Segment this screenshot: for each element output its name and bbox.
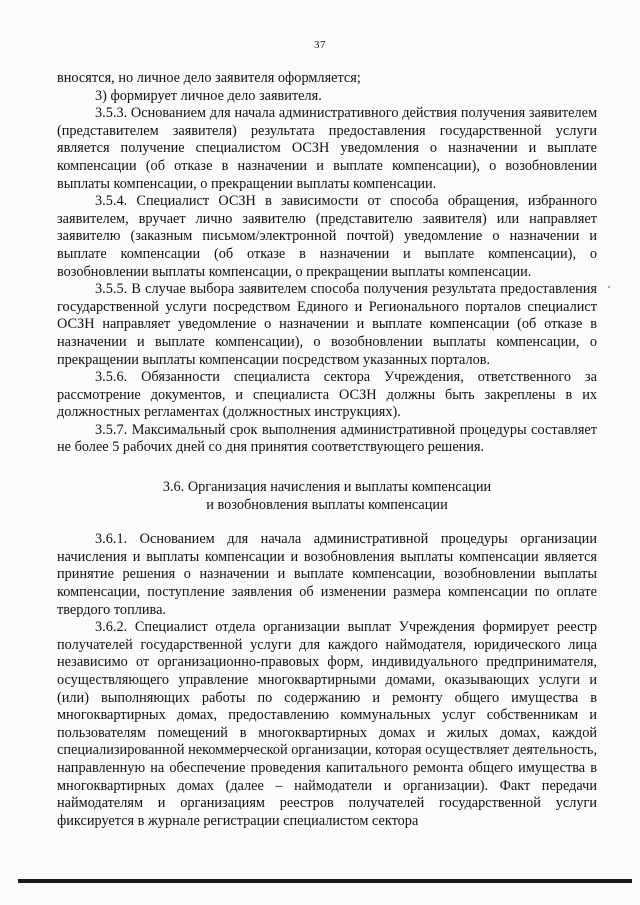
paragraph-3-5-4: 3.5.4. Специалист ОСЗН в зависимости от способа обращения, избранного заявителем, вручает лично заявителю (представителю заявителя) или направляет заявителю (заказным письмом/электронной почтой) уведомление о назначении и выплате компенсации (об отказе в назначении и выплате компенсации), о возобновлении выплаты компенсации, о прекращении выплаты компенсации. [57, 193, 597, 280]
paragraph-continuation: вносятся, но личное дело заявителя оформляется; [57, 70, 361, 86]
paragraph-3-5-6: 3.5.6. Обязанности специалиста сектора Учреждения, ответственного за рассмотрение документов, и специалиста ОСЗН должны быть закреплены в их должностных регламентах (должностных инструкциях). [57, 369, 597, 421]
scan-speck [608, 286, 610, 288]
document-body [57, 70, 597, 830]
paragraph-3-5-3: 3.5.3. Основанием для начала административного действия получения заявителем (представителем заявителя) результата предоставления государственной услуги является получение специалистом ОСЗН уведомления о назначении и выплате компенсации (об отказе в назначении и выплате компенсации), о возобновлении выплаты компенсации, о прекращении выплаты компенсации. [57, 105, 597, 192]
paragraph-3-6-2: 3.6.2. Специалист отдела организации выплат Учреждения формирует реестр получателей государственной услуги для каждого наймодателя, юридического лица независимо от организационно-правовых форм, индивидуального предпринимателя, осуществляющего управление многоквартирными домами, оказывающих услуги и (или) выполняющих работы по содержанию и ремонту общего имущества в многоквартирных домах, предоставлению коммунальных услуг собственникам и пользователям помещений в многоквартирных домах и жилых домах, каждой специализированной некоммерческой организации, которая осуществляет деятельность, направленную на обеспечение проведения капитального ремонта общего имущества в многоквартирных домах (далее – наймодатели и организации). Факт передачи наймодателям и организациям реестров получателей государственной услуги фиксируется в журнале регистрации специалистом сектора [57, 619, 598, 829]
paragraph-3-5-7: 3.5.7. Максимальный срок выполнения административной процедуры составляет не более 5 рабочих дней со дня принятия соответствующего решения. [57, 421, 597, 456]
scan-bottom-edge [18, 879, 632, 883]
section-heading-line-1: 3.6. Организация начисления и выплаты компенсации [162, 479, 492, 496]
paragraph-list-item-3: 3) формирует личное дело заявителя. [95, 87, 322, 104]
section-heading-3-6 [57, 479, 597, 514]
paragraph-3-5-5: 3.5.5. В случае выбора заявителем способа получения результата предоставления государственной услуги посредством Единого и Регионального порталов специалист ОСЗН направляет уведомление о назначении и выплате компенсации (об отказе в назначении и выплате компенсации), о возобновлении выплаты компенсации, о прекращении выплаты компенсации посредством указанных порталов. [57, 281, 597, 368]
section-heading-line-2: и возобновления выплаты компенсации [206, 496, 448, 513]
paragraph-3-6-1: 3.6.1. Основанием для начала административной процедуры организации начисления и выплаты компенсации и возобновления выплаты компенсации является принятие решения о назначении и выплате компенсации, возобновлении выплаты компенсации, поступление заявления об изменении размера компенсации по оплате твердого топлива. [57, 531, 597, 618]
page-number: 37 [314, 39, 326, 51]
